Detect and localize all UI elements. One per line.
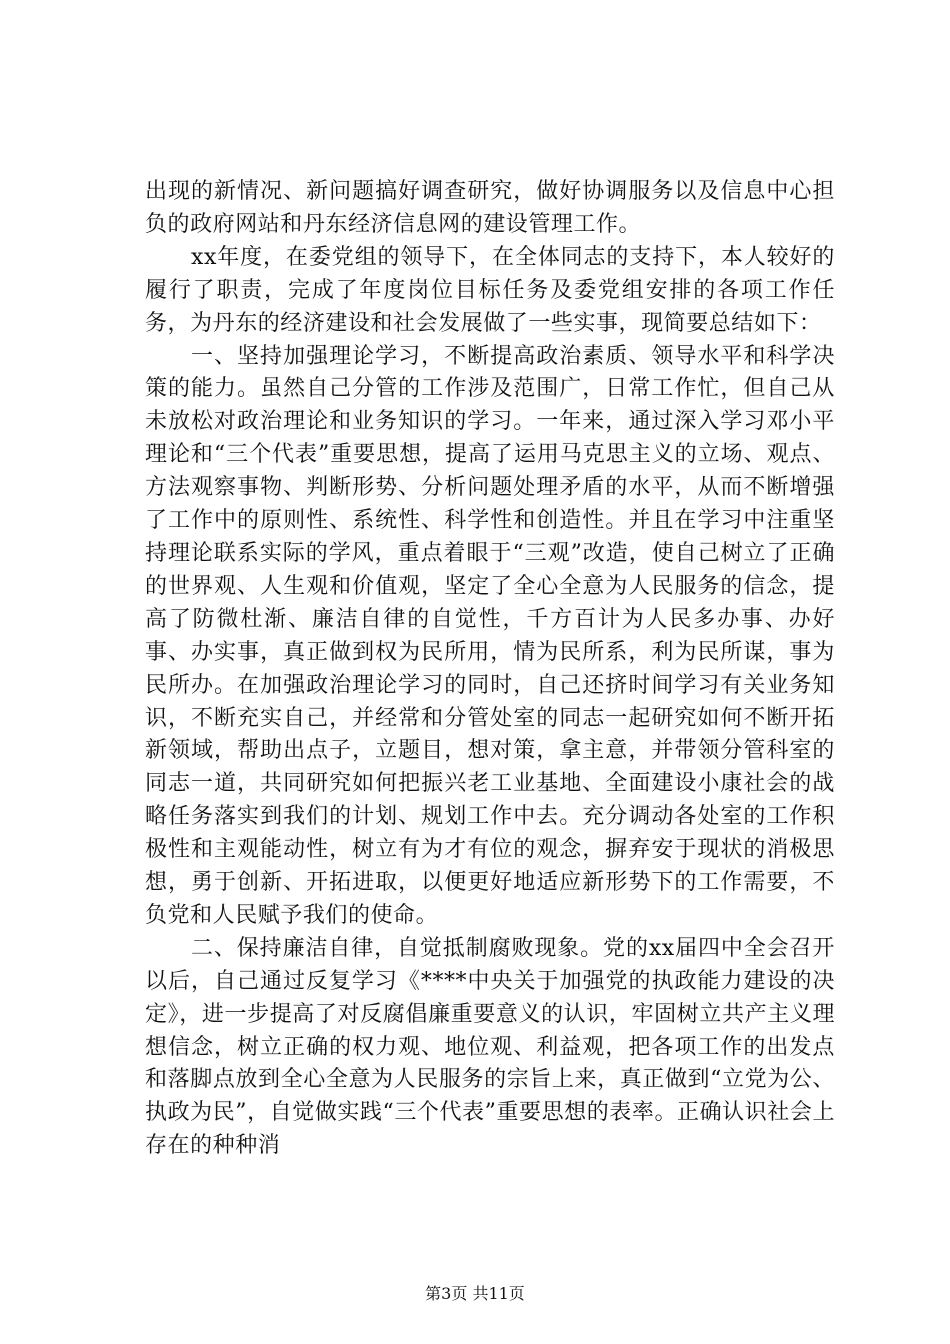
document-body: [145, 176, 835, 1163]
paragraph-continuation: 出现的新情况、新问题搞好调查研究，做好协调服务以及信息中心担负的政府网站和丹东经济信息网的建设管理工作。: [145, 179, 835, 237]
paragraph-theory-study: 一、坚持加强理论学习，不断提高政治素质、领导水平和科学决策的能力。虽然自己分管的工作涉及范围广，日常工作忙，但自己从未放松对政治理论和业务知识的学习。一年来，通过深入学习邓小平理论和“三个代表”重要思想，提高了运用马克思主义的立场、观点、方法观察事物、判断形势、分析问题处理矛盾的水平，从而不断增强了工作中的原则性、系统性、科学性和创造性。并且在学习中注重坚持理论联系实际的学风，重点着眼于“三观”改造，使自己树立了正确的世界观、人生观和价值观，坚定了全心全意为人民服务的信念，提高了防微杜渐、廉洁自律的自觉性，千方百计为人民多办事、办好事、办实事，真正做到权为民所用，情为民所系，利为民所谋，事为民所办。在加强政治理论学习的同时，自己还挤时间学习有关业务知识，不断充实自己，并经常和分管处室的同志一起研究如何不断开拓新领域，帮助出点子，立题目，想对策，拿主意，并带领分管科室的同志一道，共同研究如何把振兴老工业基地、全面建设小康社会的战略任务落实到我们的计划、规划工作中去。充分调动各处室的工作积极性和主观能动性，树立有为才有位的观念，摒弃安于现状的消极思想，勇于创新、开拓进取，以便更好地适应新形势下的工作需要，不负党和人民赋予我们的使命。: [145, 343, 835, 928]
paragraph-integrity: 二、保持廉洁自律，自觉抵制腐败现象。党的xx届四中全会召开以后，自己通过反复学习《****中央关于加强党的执政能力建设的决定》，进一步提高了对反腐倡廉重要意义的认识，牢固树立共产主义理想信念，树立正确的权力观、地位观、利益观，把各项工作的出发点和落脚点放到全心全意为人民服务的宗旨上来，真正做到“立党为公、执政为民”，自觉做实践“三个代表”重要思想的表率。正确认识社会上存在的种种消: [145, 935, 835, 1159]
paragraph-year-summary: xx年度，在委党组的领导下，在全体同志的支持下，本人较好的履行了职责，完成了年度岗位目标任务及委党组安排的各项工作任务，为丹东的经济建设和社会发展做了一些实事，现简要总结如下：: [145, 244, 835, 336]
page-footer: 第3页 共11页: [425, 1284, 525, 1303]
